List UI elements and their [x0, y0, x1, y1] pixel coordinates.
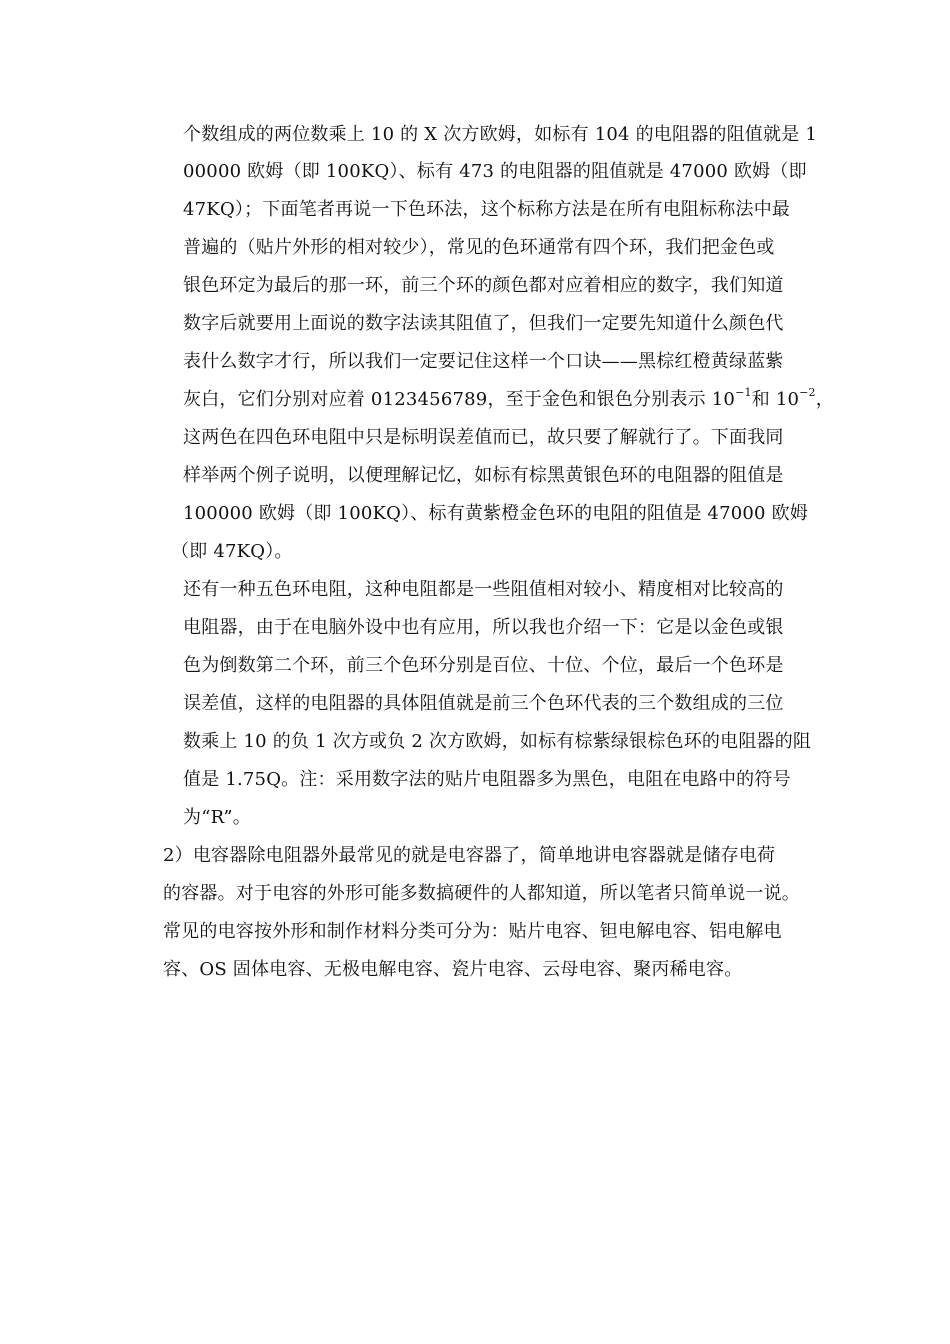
paragraph-line: 普遍的（贴片外形的相对较少），常见的色环通常有四个环，我们把金色或 — [183, 237, 775, 258]
line-text: 灰白，它们分别对应着 0123456789，至于金色和银色分别表示 10 — [183, 389, 736, 410]
paragraph-line: 电阻器，由于在电脑外设中也有应用，所以我也介绍一下：它是以金色或银 — [183, 617, 784, 638]
exponent: −1 — [735, 386, 752, 399]
line-text: 和 10 — [751, 389, 800, 410]
exponent: −2 — [799, 386, 816, 399]
paragraph-line: 的容器。对于电容的外形可能多数搞硬件的人都知道，所以笔者只简单说一说。 — [163, 883, 800, 904]
paragraph-line: 为“R”。 — [183, 807, 251, 828]
paragraph-line: 容、OS 固体电容、无极电解电容、瓷片电容、云母电容、聚丙稀电容。 — [163, 959, 743, 980]
paragraph-line: 数字后就要用上面说的数字法读其阻值了，但我们一定要先知道什么颜色代 — [183, 313, 784, 334]
paragraph-line: 误差值，这样的电阻器的具体阻值就是前三个色环代表的三个数组成的三位 — [183, 693, 784, 714]
paragraph-line: 数乘上 10 的负 1 次方或负 2 次方欧姆，如标有棕紫绿银棕色环的电阻器的阻 — [183, 731, 812, 752]
paragraph-line: 色为倒数第二个环，前三个色环分别是百位、十位、个位，最后一个色环是 — [183, 655, 784, 676]
paragraph-line: 个数组成的两位数乘上 10 的 X 次方欧姆，如标有 104 的电阻器的阻值就是 1 — [183, 124, 817, 145]
paragraph-line: 表什么数字才行，所以我们一定要记住这样一个口诀——黑棕红橙黄绿蓝紫 — [183, 351, 784, 372]
line-text: ， — [815, 389, 834, 410]
paragraph-line: 100000 欧姆（即 100KQ）、标有黄紫橙金色环的电阻的阻值是 47000 欧姆 — [183, 503, 809, 524]
paragraph-line: 还有一种五色环电阻，这种电阻都是一些阻值相对较小、精度相对比较高的 — [183, 579, 784, 600]
paragraph-line: 常见的电容按外形和制作材料分类可分为：贴片电容、钽电解电容、铝电解电 — [163, 921, 782, 942]
paragraph-line: 2）电容器除电阻器外最常见的就是电容器了，简单地讲电容器就是储存电荷 — [163, 845, 776, 866]
paragraph-line: 样举两个例子说明，以便理解记忆，如标有棕黑黄银色环的电阻器的阻值是 — [183, 465, 784, 486]
paragraph-line: 47KQ）；下面笔者再说一下色环法，这个标称方法是在所有电阻标称法中最 — [183, 199, 791, 220]
paragraph-line: （即 47KQ）。 — [171, 541, 293, 562]
paragraph-line-with-exponents — [183, 388, 834, 412]
paragraph-line: 银色环定为最后的那一环，前三个环的颜色都对应着相应的数字，我们知道 — [183, 275, 784, 296]
paragraph-line: 00000 欧姆（即 100KQ）、标有 473 的电阻器的阻值就是 47000 欧姆（即 — [183, 161, 807, 182]
paragraph-line: 值是 1.75Q。注：采用数字法的贴片电阻器多为黑色，电阻在电路中的符号 — [183, 769, 791, 790]
paragraph-line: 这两色在四色环电阻中只是标明误差值而已，故只要了解就行了。下面我同 — [183, 427, 784, 448]
